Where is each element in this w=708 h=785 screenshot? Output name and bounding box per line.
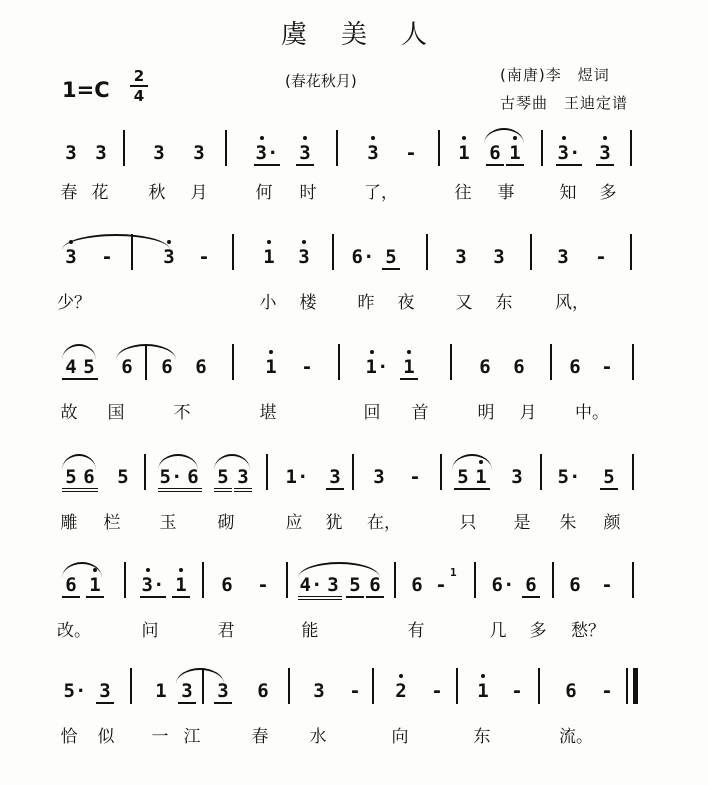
lyric: 是 bbox=[513, 513, 531, 533]
barline bbox=[438, 130, 440, 166]
lyric: 玉 bbox=[159, 513, 177, 533]
lyric: 只 bbox=[459, 513, 477, 533]
note: 3 bbox=[163, 246, 175, 268]
note: 5· bbox=[63, 680, 87, 702]
note: - bbox=[595, 246, 607, 268]
barline bbox=[552, 562, 554, 598]
composer-credit: 古琴曲 王迪定谱 bbox=[500, 94, 629, 112]
lyric: 江 bbox=[183, 727, 201, 747]
note: 1 bbox=[265, 356, 277, 378]
note: 6 bbox=[121, 356, 133, 378]
note: 5 bbox=[117, 466, 129, 488]
lyric: 多 bbox=[599, 183, 617, 203]
note: 3 bbox=[326, 466, 344, 490]
note: 3 bbox=[95, 142, 107, 164]
note: 5· bbox=[158, 466, 184, 492]
note: 3 bbox=[298, 246, 310, 268]
note: - bbox=[301, 356, 313, 378]
lyric: 一 bbox=[151, 727, 169, 747]
lyric: 昨 bbox=[357, 293, 375, 313]
lyric: 君 bbox=[217, 621, 235, 641]
note: 5 bbox=[214, 466, 232, 492]
note: 3 bbox=[234, 466, 252, 492]
lyric: 小 bbox=[259, 293, 277, 313]
note: - bbox=[101, 246, 113, 268]
note: 6 bbox=[522, 574, 540, 598]
note: 1· bbox=[285, 466, 309, 488]
note: - bbox=[601, 356, 613, 378]
note: 3 bbox=[557, 246, 569, 268]
note: 3 bbox=[65, 246, 77, 268]
note: 5 bbox=[382, 246, 400, 270]
note: 1 bbox=[458, 142, 470, 164]
barline bbox=[338, 344, 340, 380]
note: - bbox=[435, 574, 447, 596]
barline bbox=[336, 130, 338, 166]
barline bbox=[530, 234, 532, 270]
barline bbox=[632, 562, 634, 598]
note: 5 bbox=[600, 466, 618, 490]
lyric: 时 bbox=[299, 183, 317, 203]
note: 6 bbox=[62, 574, 80, 598]
lyric: 少？ bbox=[57, 293, 91, 313]
lyric: 回 bbox=[363, 403, 381, 423]
barline bbox=[630, 234, 632, 270]
lyric: 楼 bbox=[299, 293, 317, 313]
note: 6 bbox=[486, 142, 504, 166]
lyric: 又 bbox=[455, 293, 473, 313]
note: 6 bbox=[80, 466, 98, 492]
barline bbox=[202, 562, 204, 598]
lyric: 栏 bbox=[103, 513, 121, 533]
lyric: 中。 bbox=[575, 403, 609, 423]
lyric: 花 bbox=[91, 183, 109, 203]
barline bbox=[456, 668, 458, 704]
note: 1 bbox=[172, 574, 190, 598]
lyric: 月 bbox=[519, 403, 537, 423]
barline bbox=[550, 344, 552, 380]
lyric: 水 bbox=[309, 727, 327, 747]
note: 5 bbox=[454, 466, 472, 490]
music-system-6 bbox=[0, 660, 708, 780]
lyric: 风， bbox=[555, 293, 589, 313]
barline bbox=[225, 130, 227, 166]
lyric: 流。 bbox=[559, 727, 593, 747]
lyric: 向 bbox=[391, 727, 409, 747]
subtitle: (春花秋月) bbox=[285, 72, 357, 90]
note: 6 bbox=[569, 356, 581, 378]
barline bbox=[232, 344, 234, 380]
barline bbox=[145, 344, 147, 380]
barline bbox=[130, 668, 132, 704]
lyric: 东 bbox=[495, 293, 513, 313]
note: 3 bbox=[373, 466, 385, 488]
barline bbox=[232, 234, 234, 270]
note: 5· bbox=[557, 466, 581, 488]
lyric: 改。 bbox=[57, 621, 91, 641]
note: 3 bbox=[65, 142, 77, 164]
barline bbox=[632, 344, 634, 380]
lyric: 秋 bbox=[148, 183, 166, 203]
note: - bbox=[511, 680, 523, 702]
note: 2 bbox=[395, 680, 407, 702]
lyric: 愁？ bbox=[571, 621, 605, 641]
note: 6 bbox=[184, 466, 202, 492]
note: 3 bbox=[193, 142, 205, 164]
note: 1 bbox=[86, 574, 104, 598]
lyric: 犹 bbox=[325, 513, 343, 533]
note: 4 bbox=[62, 356, 80, 380]
barline bbox=[426, 234, 428, 270]
note: 6 bbox=[411, 574, 423, 596]
note: - bbox=[601, 574, 613, 596]
lyric: 堪 bbox=[259, 403, 277, 423]
barline bbox=[540, 454, 542, 490]
note: - bbox=[601, 680, 613, 702]
note: 3 bbox=[455, 246, 467, 268]
barline bbox=[538, 668, 540, 704]
music-system-3 bbox=[0, 336, 708, 456]
note: 5 bbox=[62, 466, 80, 492]
note: 3 bbox=[367, 142, 379, 164]
barline bbox=[541, 130, 543, 166]
note: 3· bbox=[255, 142, 279, 164]
lyric: 多 bbox=[529, 621, 547, 641]
barline bbox=[144, 454, 146, 490]
note: 3 bbox=[153, 142, 165, 164]
lyric: 应 bbox=[285, 513, 303, 533]
lyric: 月 bbox=[190, 183, 208, 203]
barline bbox=[288, 668, 290, 704]
lyric: 何 bbox=[255, 183, 273, 203]
note: 3 bbox=[596, 142, 614, 166]
barline bbox=[450, 344, 452, 380]
barline bbox=[372, 668, 374, 704]
barline bbox=[440, 454, 442, 490]
note: 6 bbox=[221, 574, 233, 596]
barline bbox=[630, 130, 632, 166]
note: 3· bbox=[141, 574, 165, 596]
time-numerator: 2 bbox=[133, 67, 145, 85]
barline bbox=[124, 562, 126, 598]
note: 6 bbox=[161, 356, 173, 378]
lyric: 颜 bbox=[603, 513, 621, 533]
note: 4· bbox=[298, 574, 324, 600]
barline bbox=[474, 562, 476, 598]
music-system-1 bbox=[0, 122, 708, 242]
note: 6 bbox=[569, 574, 581, 596]
note: 6· bbox=[491, 574, 515, 596]
note: 5 bbox=[80, 356, 98, 380]
song-title: 虞美人 bbox=[280, 20, 461, 50]
note: 3 bbox=[324, 574, 342, 600]
lyric: 不 bbox=[173, 403, 191, 423]
lyric: 春 bbox=[251, 727, 269, 747]
lyric: 朱 bbox=[559, 513, 577, 533]
music-system-2 bbox=[0, 226, 708, 346]
lyric: 几 bbox=[489, 621, 507, 641]
barline bbox=[394, 562, 396, 598]
lyric: 事 bbox=[497, 183, 515, 203]
final-barline-thin bbox=[626, 668, 628, 704]
lyric: 国 bbox=[107, 403, 125, 423]
note: 1 bbox=[263, 246, 275, 268]
note: - bbox=[409, 466, 421, 488]
music-system-5 bbox=[0, 554, 708, 674]
time-signature bbox=[130, 68, 148, 104]
note: 3 bbox=[493, 246, 505, 268]
note: 3 bbox=[96, 680, 114, 704]
note: 6 bbox=[366, 574, 384, 598]
note: - bbox=[349, 680, 361, 702]
lyricist-credit: (南唐)李 煜词 bbox=[500, 66, 610, 84]
note: 1· bbox=[365, 356, 389, 378]
note: 1 bbox=[472, 466, 490, 490]
barline bbox=[266, 454, 268, 490]
lyric: 东 bbox=[473, 727, 491, 747]
note: - bbox=[431, 680, 443, 702]
note: 6 bbox=[565, 680, 577, 702]
note: 6 bbox=[257, 680, 269, 702]
key-signature: 1=C bbox=[62, 78, 110, 102]
lyric: 砌 bbox=[217, 513, 235, 533]
lyric: 首 bbox=[411, 403, 429, 423]
barline bbox=[202, 668, 204, 704]
lyric: 了， bbox=[364, 183, 398, 203]
lyric: 雕 bbox=[60, 513, 78, 533]
note: 1 bbox=[506, 142, 524, 166]
note: - bbox=[198, 246, 210, 268]
final-barline-thick bbox=[633, 668, 638, 704]
barline bbox=[352, 454, 354, 490]
barline bbox=[131, 234, 133, 270]
lyric: 在， bbox=[367, 513, 401, 533]
barline bbox=[632, 454, 634, 490]
note: 5 bbox=[346, 574, 364, 598]
note: - bbox=[405, 142, 417, 164]
note: 1 bbox=[400, 356, 418, 380]
lyric: 问 bbox=[141, 621, 159, 641]
lyric: 恰 bbox=[60, 727, 78, 747]
note: 1 bbox=[477, 680, 489, 702]
note: 6 bbox=[195, 356, 207, 378]
note: 3 bbox=[178, 680, 196, 704]
note: 3 bbox=[511, 466, 523, 488]
music-system-4 bbox=[0, 446, 708, 566]
note: - bbox=[257, 574, 269, 596]
lyric: 春 bbox=[60, 183, 78, 203]
note: 6 bbox=[513, 356, 525, 378]
lyric: 往 bbox=[454, 183, 472, 203]
barline bbox=[332, 234, 334, 270]
note: 3 bbox=[214, 680, 232, 704]
lyric: 知 bbox=[559, 183, 577, 203]
barline bbox=[123, 130, 125, 166]
lyric: 明 bbox=[477, 403, 495, 423]
note: 3· bbox=[557, 142, 581, 164]
note: 6 bbox=[479, 356, 491, 378]
lyric: 夜 bbox=[397, 293, 415, 313]
lyric: 故 bbox=[60, 403, 78, 423]
grace-note: 1 bbox=[450, 566, 457, 579]
barline bbox=[286, 562, 288, 598]
lyric: 似 bbox=[97, 727, 115, 747]
note: 3 bbox=[296, 142, 314, 166]
note: 1 bbox=[155, 680, 167, 702]
note: 3 bbox=[313, 680, 325, 702]
note: 6· bbox=[351, 246, 375, 268]
lyric: 能 bbox=[301, 621, 319, 641]
lyric: 有 bbox=[407, 621, 425, 641]
time-denominator: 4 bbox=[133, 87, 145, 105]
